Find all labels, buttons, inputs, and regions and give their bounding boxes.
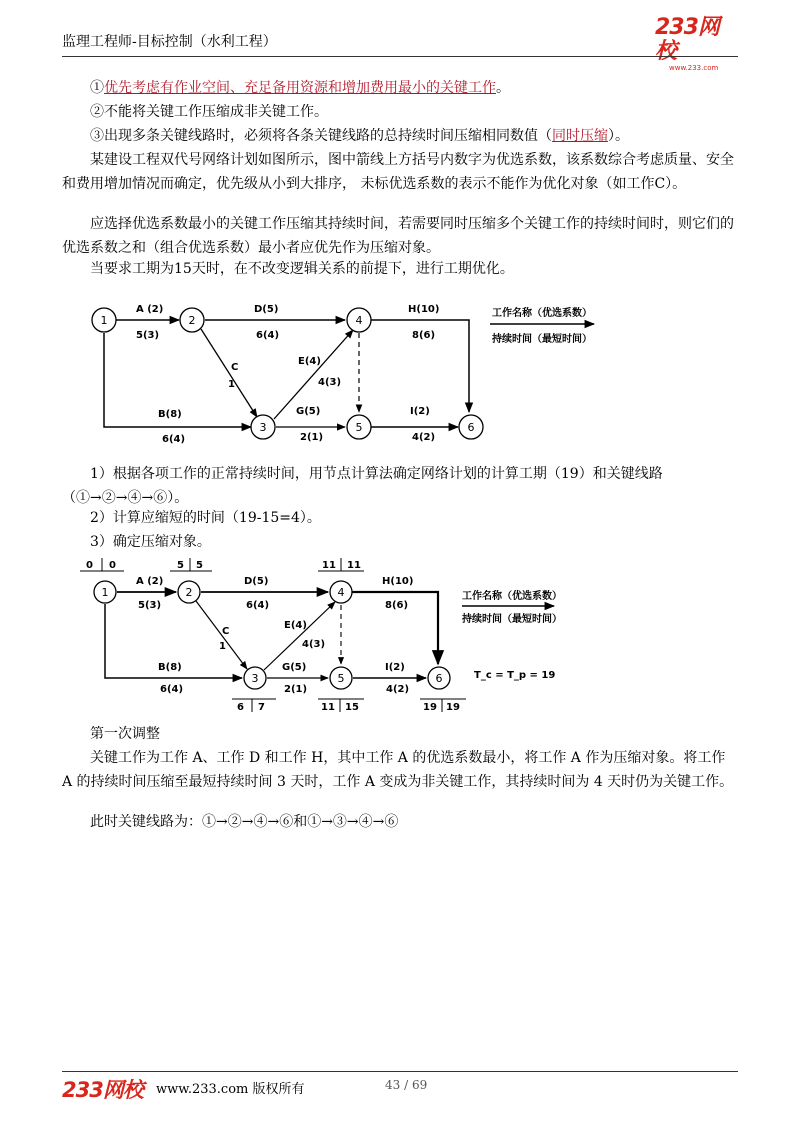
label2-E-bottom: 4(3) bbox=[302, 639, 326, 650]
svg-text:5: 5 bbox=[355, 421, 363, 434]
node-1 bbox=[92, 308, 116, 332]
label-C-bottom: 1 bbox=[228, 379, 235, 390]
svg-text:5: 5 bbox=[196, 560, 203, 571]
label2-G-top: G(5) bbox=[282, 662, 307, 673]
paragraph-intro: 某建设工程双代号网络计划如图所示，图中箭线上方括号内数字为优选系数，该系数综合考虑质量、安全和费用增加情况而确定，优先级从小到大排序， 未标优选系数的表示不能作为优化对象（如工作C）。 bbox=[62, 152, 734, 192]
label2-I-bottom: 4(2) bbox=[386, 684, 410, 695]
label-E-bottom: 4(3) bbox=[318, 377, 342, 388]
label2-A-top: A (2) bbox=[136, 576, 164, 587]
node2-2 bbox=[178, 581, 200, 603]
legend-top: 工作名称（优选系数） bbox=[492, 308, 592, 319]
time-node-1 bbox=[80, 558, 124, 571]
label-G-bottom: 2(1) bbox=[300, 432, 324, 443]
svg-text:19: 19 bbox=[423, 702, 437, 713]
node2-3 bbox=[244, 667, 266, 689]
svg-text:0: 0 bbox=[86, 560, 93, 571]
node-3 bbox=[251, 415, 275, 439]
header-title: 监理工程师-目标控制（水利工程） bbox=[62, 34, 277, 50]
label-D-bottom: 6(4) bbox=[256, 330, 280, 341]
svg-text:1: 1 bbox=[100, 314, 108, 327]
edge2-E bbox=[264, 602, 335, 670]
label2-I-top: I(2) bbox=[385, 662, 405, 673]
logo-text: 233网校 bbox=[655, 15, 719, 64]
label-C-top: C bbox=[231, 362, 239, 373]
adjustment-body: 关键工作为工作 A、工作 D 和工作 H，其中工作 A 的优选系数最小，将工作 A 作为压缩对象。将工作 A 的持续时间压缩至最短持续时间 3 天时，工作 A 变成为非关键工作，其持续时间为 4 天时仍为关键工作。 bbox=[62, 750, 734, 790]
paragraph-step2: 2）计算应缩短的时间（19-15=4）。 bbox=[90, 510, 321, 526]
svg-text:0: 0 bbox=[109, 560, 116, 571]
paragraph-rule: 应选择优选系数最小的关键工作压缩其持续时间，若需要同时压缩多个关键工作的持续时间时，则它们的优选系数之和（组合优选系数）最小者应优先作为压缩对象。 bbox=[62, 216, 734, 256]
paragraph-goal: 当要求工期为15天时，在不改变逻辑关系的前提下，进行工期优化。 bbox=[90, 261, 514, 277]
label2-D-bottom: 6(4) bbox=[246, 600, 270, 611]
label2-A-bottom: 5(3) bbox=[138, 600, 162, 611]
label2-D-top: D(5) bbox=[244, 576, 269, 587]
item3-end: ）。 bbox=[608, 128, 629, 144]
footer-logo: 233网校 bbox=[62, 1078, 143, 1102]
svg-text:3: 3 bbox=[251, 672, 259, 685]
node-2 bbox=[180, 308, 204, 332]
node2-1 bbox=[94, 581, 116, 603]
paragraph-item3 bbox=[62, 124, 738, 148]
paragraph-step1: 1）根据各项工作的正常持续时间，用节点计算法确定网络计划的计算工期（19）和关键线路（①→②→④→⑥）。 bbox=[62, 466, 663, 506]
label-B-bottom: 6(4) bbox=[162, 434, 186, 445]
svg-text:5: 5 bbox=[177, 560, 184, 571]
label2-E-top: E(4) bbox=[284, 620, 307, 631]
network-diagram-2 bbox=[62, 556, 622, 716]
edge-C bbox=[201, 329, 257, 417]
label-I-top: I(2) bbox=[410, 406, 430, 417]
node-5 bbox=[347, 415, 371, 439]
label2-C-bottom: 1 bbox=[219, 641, 226, 652]
node2-6 bbox=[428, 667, 450, 689]
header-divider bbox=[62, 56, 738, 57]
label2-B-bottom: 6(4) bbox=[160, 684, 184, 695]
label-H-top: H(10) bbox=[408, 304, 440, 315]
page-number: 43 / 69 bbox=[385, 1078, 428, 1092]
label-D-top: D(5) bbox=[254, 304, 279, 315]
label-A-bottom: 5(3) bbox=[136, 330, 160, 341]
svg-text:11: 11 bbox=[322, 560, 336, 571]
svg-text:6: 6 bbox=[435, 672, 443, 685]
svg-text:1: 1 bbox=[101, 586, 109, 599]
label-G-top: G(5) bbox=[296, 406, 321, 417]
critical-path-text: 此时关键线路为：①→②→④→⑥和①→③→④→⑥ bbox=[90, 814, 399, 830]
label-I-bottom: 4(2) bbox=[412, 432, 436, 443]
item1-number: ① bbox=[90, 80, 104, 96]
tc-label: T_c = T_p = 19 bbox=[474, 670, 556, 681]
time-node-5 bbox=[318, 699, 364, 713]
svg-text:11: 11 bbox=[347, 560, 361, 571]
time-node-4 bbox=[318, 558, 364, 571]
node2-5 bbox=[330, 667, 352, 689]
svg-text:6: 6 bbox=[237, 702, 244, 713]
network-diagram-1 bbox=[62, 290, 622, 450]
time-node-2 bbox=[170, 558, 212, 571]
paragraph-item1 bbox=[62, 76, 738, 100]
item1-highlight: 优先考虑有作业空间、充足备用资源和增加费用最小的关键工作 bbox=[104, 80, 496, 96]
svg-text:3: 3 bbox=[259, 421, 267, 434]
item3-highlight: 同时压缩 bbox=[552, 128, 608, 144]
label2-H-bottom: 8(6) bbox=[385, 600, 409, 611]
label2-C-top: C bbox=[222, 626, 230, 637]
label2-B-top: B(8) bbox=[158, 662, 182, 673]
svg-text:4: 4 bbox=[337, 586, 345, 599]
paragraph-step3: 3）确定压缩对象。 bbox=[90, 534, 211, 550]
legend-bottom: 持续时间（最短时间） bbox=[492, 334, 592, 345]
node2-4 bbox=[330, 581, 352, 603]
adjustment-title: 第一次调整 bbox=[90, 726, 160, 742]
svg-text:4: 4 bbox=[355, 314, 363, 327]
svg-text:2: 2 bbox=[188, 314, 196, 327]
paragraph-item2: ②不能将关键工作压缩成非关键工作。 bbox=[90, 104, 328, 120]
legend2-top: 工作名称（优选系数） bbox=[462, 591, 562, 602]
svg-text:2: 2 bbox=[185, 586, 193, 599]
item3-text: ③出现多条关键线路时，必须将各条关键线路的总持续时间压缩相同数值（ bbox=[90, 128, 552, 144]
time-node-6 bbox=[420, 699, 466, 713]
label2-H-top: H(10) bbox=[382, 576, 414, 587]
label2-G-bottom: 2(1) bbox=[284, 684, 308, 695]
node-4 bbox=[347, 308, 371, 332]
svg-text:7: 7 bbox=[258, 702, 265, 713]
label-A-top: A (2) bbox=[136, 304, 164, 315]
node-6 bbox=[459, 415, 483, 439]
label-B-top: B(8) bbox=[158, 409, 182, 420]
item1-end: 。 bbox=[496, 80, 510, 96]
svg-text:19: 19 bbox=[446, 702, 460, 713]
time-node-3 bbox=[232, 699, 276, 713]
brand-logo bbox=[655, 16, 739, 72]
svg-text:5: 5 bbox=[337, 672, 345, 685]
svg-text:6: 6 bbox=[467, 421, 475, 434]
footer-divider bbox=[62, 1071, 738, 1072]
svg-text:15: 15 bbox=[345, 702, 359, 713]
logo-url: www.233.com bbox=[669, 64, 719, 72]
footer-copyright: www.233.com 版权所有 bbox=[156, 1082, 305, 1097]
label-E-top: E(4) bbox=[298, 356, 321, 367]
label-H-bottom: 8(6) bbox=[412, 330, 436, 341]
legend2-bottom: 持续时间（最短时间） bbox=[462, 614, 562, 625]
svg-text:11: 11 bbox=[321, 702, 335, 713]
